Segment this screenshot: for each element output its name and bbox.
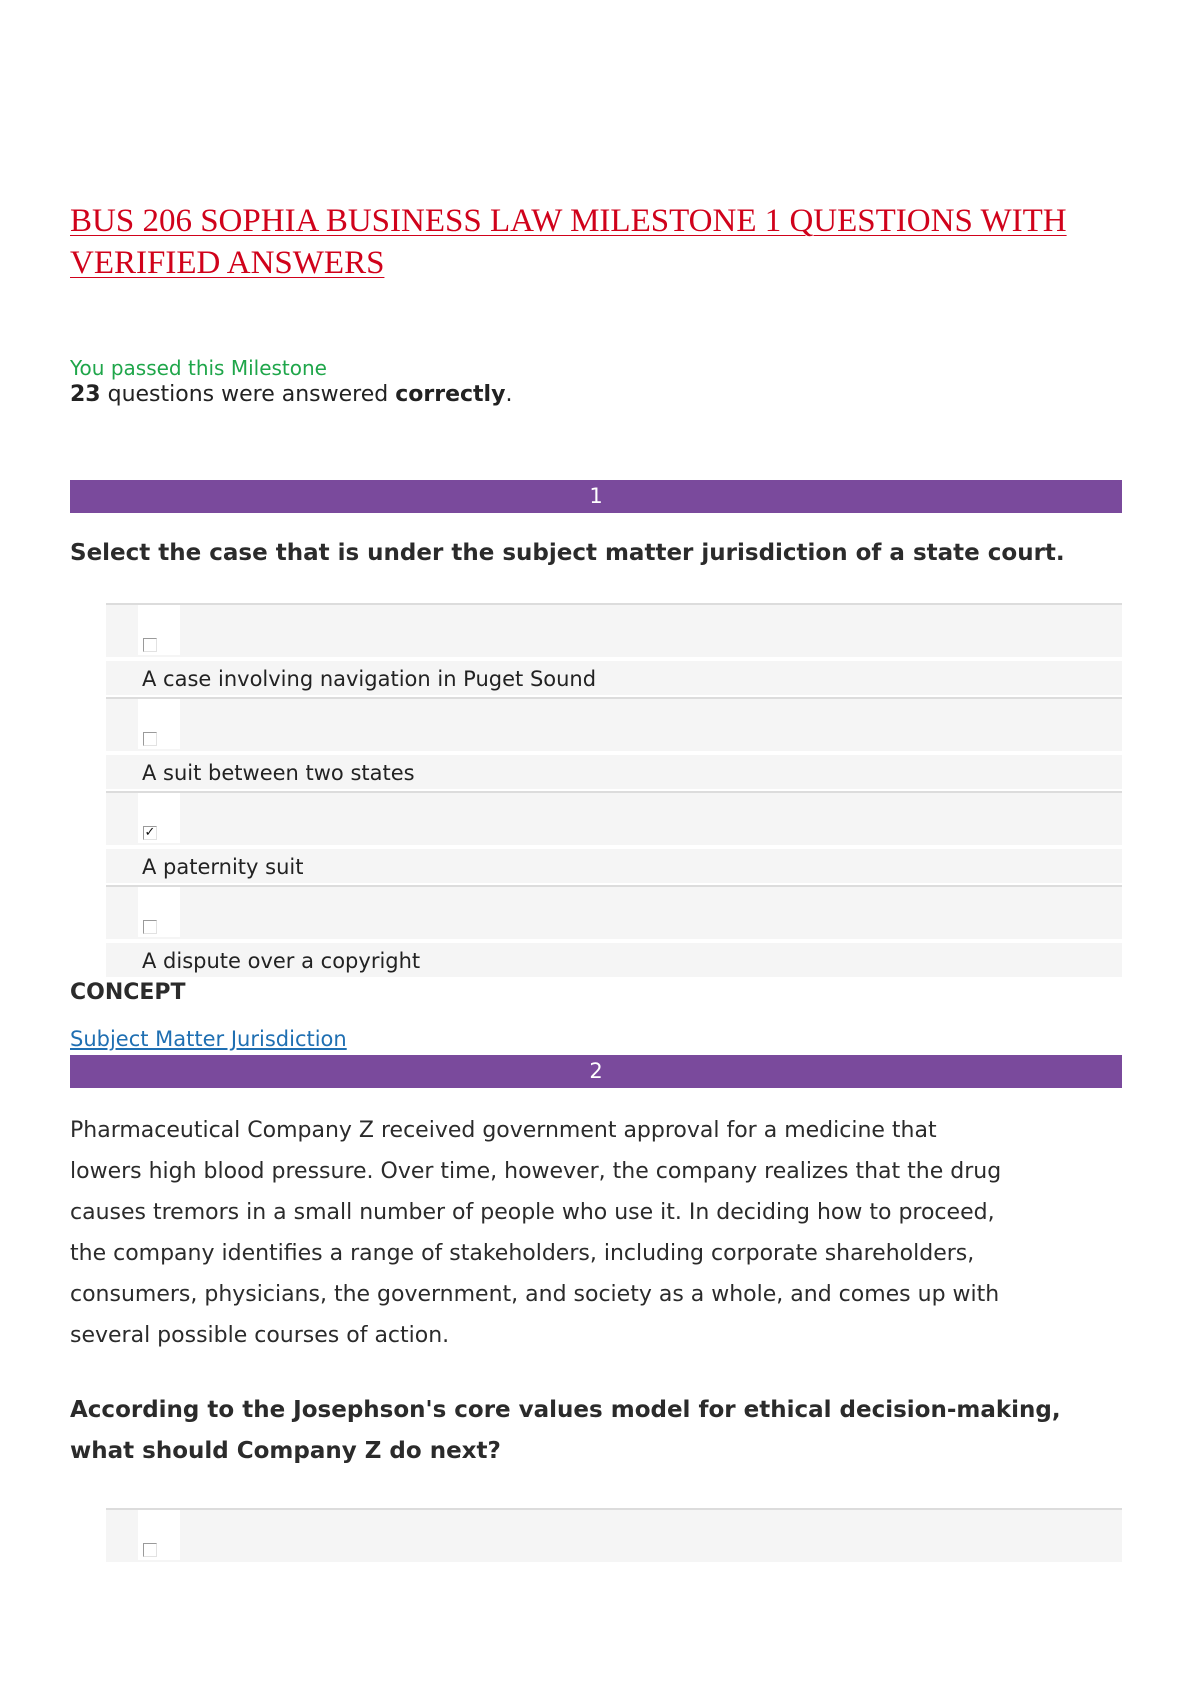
answer-options [70, 603, 1122, 979]
option-label: A suit between two states [142, 761, 415, 785]
passage-line: causes tremors in a small number of people who use it. In deciding how to proceed, [70, 1200, 995, 1225]
score-summary [70, 382, 512, 407]
option-checkbox-row [106, 1508, 1122, 1562]
checkbox-icon[interactable] [143, 920, 157, 934]
answer-options [70, 1508, 1122, 1562]
answer-option[interactable] [70, 603, 1122, 697]
concept-heading: CONCEPT [70, 980, 186, 1005]
title-line-1: BUS 206 SOPHIA BUSINESS LAW MILESTONE 1 QUESTIONS WITH [70, 203, 1067, 239]
question-prompt [70, 1390, 1130, 1472]
option-checkbox-row [106, 603, 1122, 657]
question-number-bar: 2 [70, 1055, 1122, 1088]
checkbox-icon[interactable] [143, 1543, 157, 1557]
document-title [70, 200, 1130, 284]
answer-option[interactable] [70, 885, 1122, 979]
answer-option[interactable] [70, 697, 1122, 791]
option-label: A paternity suit [142, 855, 304, 879]
passage-line: several possible courses of action. [70, 1323, 450, 1348]
checkmark-checkbox-icon[interactable]: ✓ [144, 825, 156, 840]
passage-line: consumers, physicians, the government, and society as a whole, and comes up with [70, 1282, 1000, 1307]
passage-line: the company identifies a range of stakeholders, including corporate shareholders, [70, 1241, 975, 1266]
answer-option[interactable] [70, 791, 1122, 885]
option-checkbox-row [106, 885, 1122, 939]
question-passage [70, 1110, 1130, 1356]
option-checkbox-row [106, 791, 1122, 845]
question-prompt: Select the case that is under the subject matter jurisdiction of a state court. [70, 540, 1065, 566]
checkbox-icon[interactable] [143, 732, 157, 746]
passed-message: You passed this Milestone [70, 356, 327, 380]
question-number-bar: 1 [70, 480, 1122, 513]
passage-line: Pharmaceutical Company Z received government approval for a medicine that [70, 1118, 937, 1143]
answer-option[interactable] [70, 1508, 1122, 1562]
checkbox-icon[interactable] [143, 638, 157, 652]
passage-line: lowers high blood pressure. Over time, however, the company realizes that the drug [70, 1159, 1002, 1184]
score-text: questions were answered [100, 382, 396, 407]
question-prompt-line: According to the Josephson's core values model for ethical decision-making, [70, 1397, 1061, 1423]
score-count: 23 [70, 382, 101, 407]
option-label: A case involving navigation in Puget Sound [142, 667, 597, 691]
option-checkbox-row [106, 697, 1122, 751]
option-label: A dispute over a copyright [142, 949, 421, 973]
score-text-bold: correctly [395, 382, 506, 407]
score-text-end: . [505, 382, 513, 407]
concept-link[interactable]: Subject Matter Jurisdiction [70, 1027, 347, 1051]
title-line-2: VERIFIED ANSWERS [70, 245, 385, 281]
question-prompt-line: what should Company Z do next? [70, 1438, 501, 1464]
